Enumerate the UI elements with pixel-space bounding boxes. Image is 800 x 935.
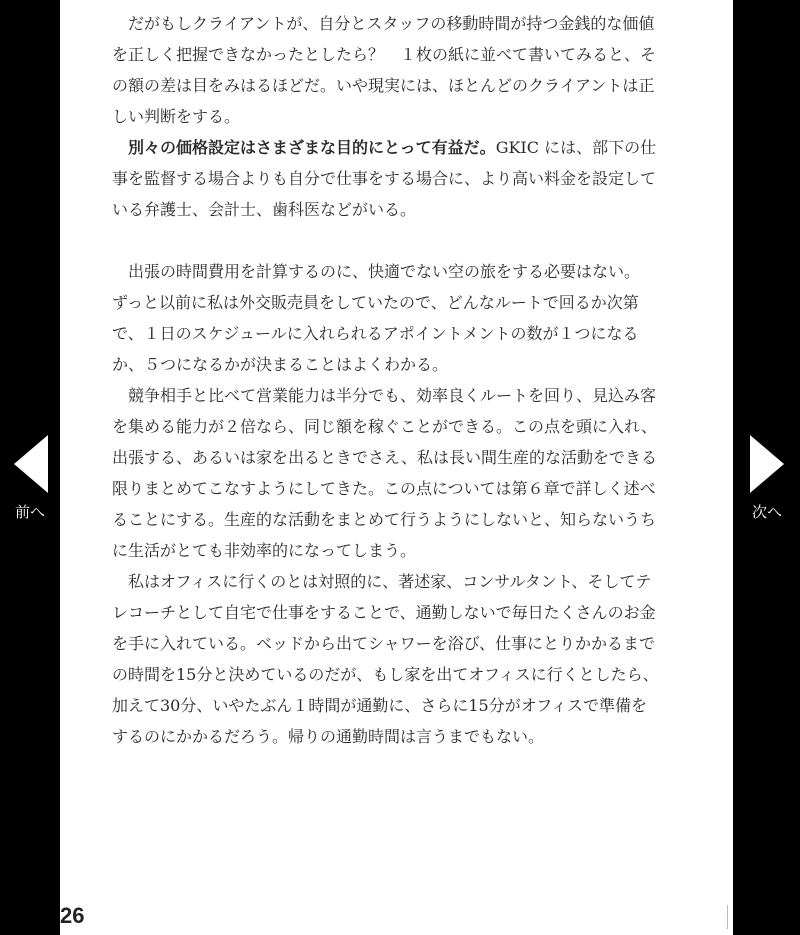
text-line: を集める能力が２倍なら、同じ額を稼ぐことができる。この点を頭に入れ、 <box>112 417 657 436</box>
page-text <box>112 8 692 752</box>
text-line: 事を監督する場合よりも自分で仕事をする場合に、より高い料金を設定して <box>112 169 657 188</box>
text-line: ずっと以前に私は外交販売員をしていたので、どんなルートで回るか次第 <box>112 293 639 312</box>
prev-page-button[interactable] <box>0 435 60 522</box>
text-line: 限りまとめてこなすようにしてきた。この点については第６章で詳しく述べ <box>112 479 656 498</box>
text-line: の額の差は目をみはるほどだ。いや現実には、ほとんどのクライアントは正 <box>112 76 655 95</box>
text-line: か、５つになるかが決まることはよくわかる。 <box>112 355 449 374</box>
book-page <box>60 0 733 935</box>
text-line: を手に入れている。ベッドから出てシャワーを浴び、仕事にとりかかるまで <box>112 634 656 653</box>
paragraph-gap <box>112 225 692 256</box>
prev-page-label: 前へ <box>14 503 45 521</box>
text-line: するのにかかるだろう。帰りの通勤時間は言うまでもない。 <box>112 727 545 746</box>
text-line: ることにする。生産的な活動をまとめて行うようにしないと、知らないうち <box>112 510 657 529</box>
text-line: 加えて30分、いやたぶん１時間が通勤に、さらに15分がオフィスで準備を <box>112 696 647 715</box>
page-edge-divider <box>727 905 728 929</box>
text-line: しい判断をする。 <box>112 107 241 126</box>
text-line: の時間を15分と決めているのだが、もし家を出てオフィスに行くとしたら、 <box>112 665 659 684</box>
triangle-right-icon <box>750 435 784 493</box>
text-line: いる弁護士、会計士、歯科医などがいる。 <box>112 200 417 219</box>
text-line: 競争相手と比べて営業能力は半分でも、効率良くルートを回り、見込み客 <box>128 386 657 405</box>
text-line: で、１日のスケジュールに入れられるアポイントメントの数が１つになる <box>112 324 639 343</box>
triangle-left-icon <box>14 435 48 493</box>
bold-lead-sentence: 別々の価格設定はさまざまな目的にとって有益だ。 <box>128 138 496 157</box>
text-line: 出張の時間費用を計算するのに、快適でない空の旅をする必要はない。 <box>128 262 641 281</box>
next-page-label: 次へ <box>751 503 782 521</box>
next-page-button[interactable] <box>734 435 800 522</box>
text-line: 出張する、あるいは家を出るときでさえ、私は長い間生産的な活動をできる <box>112 448 657 467</box>
text-line-tail: GKIC には、部下の仕 <box>495 138 657 157</box>
text-line: 私はオフィスに行くのとは対照的に、著述家、コンサルタント、そしてテ <box>128 572 652 591</box>
text-line <box>112 132 692 163</box>
text-line: だがもしクライアントが、自分とスタッフの移動時間が持つ金銭的な価値 <box>128 14 655 33</box>
page-number: 26 <box>60 903 85 928</box>
text-line: レコーチとして自宅で仕事をすることで、通勤しないで毎日たくさんのお金 <box>112 603 656 622</box>
text-line: に生活がとても非効率的になってしまう。 <box>112 541 417 560</box>
text-line: を正しく把握できなかったとしたら？ １枚の紙に並べて書いてみると、そ <box>112 45 657 64</box>
